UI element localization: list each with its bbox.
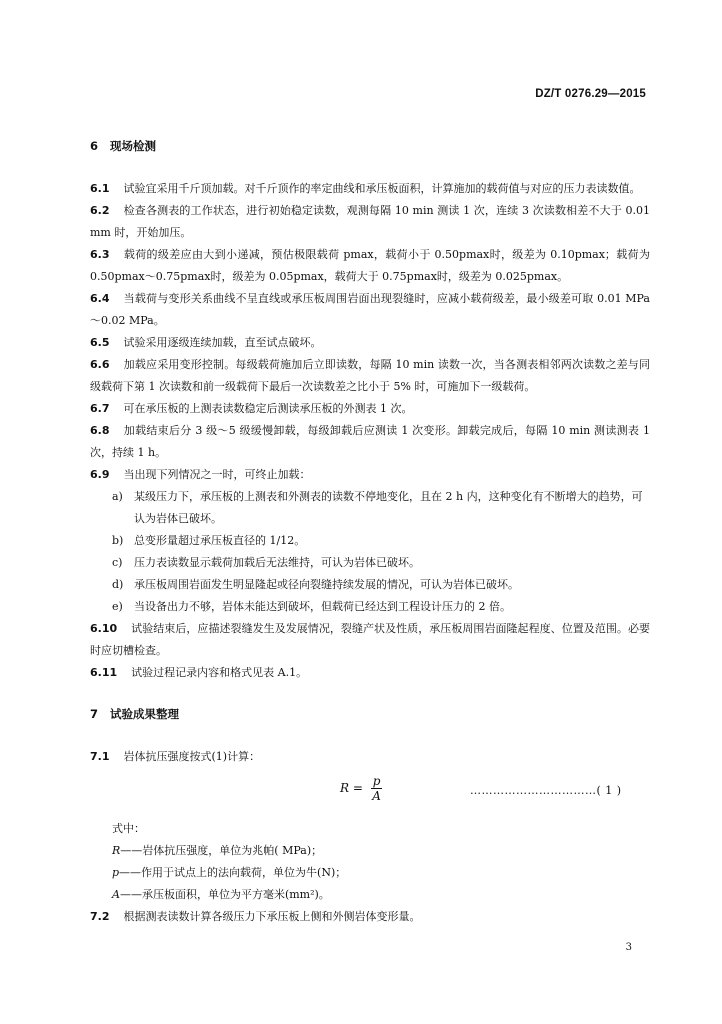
condition-item (90, 530, 650, 552)
where-item (90, 840, 650, 862)
clause-6-8 (90, 420, 650, 464)
condition-item (90, 552, 650, 574)
condition-mark: b) (112, 534, 124, 547)
clause-number: 6.10 (90, 622, 118, 635)
clause-6-5 (90, 332, 650, 354)
clause-6-9 (90, 464, 650, 486)
condition-mark: d) (112, 578, 124, 591)
clause-number: 6.7 (90, 402, 110, 415)
where-label: 式中： (112, 822, 145, 835)
document-body (90, 138, 650, 928)
clause-number: 6.3 (90, 248, 110, 261)
clause-text: 岩体抗压强度按式(1)计算： (123, 750, 261, 763)
formula-label: ( 1 ) (596, 784, 622, 797)
standard-code: DZ/T 0276.29—2015 (535, 88, 646, 100)
clause-6-3 (90, 244, 650, 288)
clause-7-2 (90, 906, 650, 928)
condition-item (90, 486, 650, 530)
clause-number: 6.4 (90, 292, 110, 305)
where-text: ——岩体抗压强度，单位为兆帕( MPa)； (120, 844, 323, 857)
clause-6-4 (90, 288, 650, 332)
formula-expression (340, 774, 382, 803)
clause-text: 根据测表读数计算各级压力下承压板上侧和外侧岩体变形量。 (123, 910, 421, 923)
formula-equals: = (352, 781, 363, 795)
clause-number: 6.6 (90, 358, 110, 371)
section-title: 现场检测 (110, 139, 156, 153)
clause-6-7 (90, 398, 650, 420)
condition-text: 压力表读数显示载荷加载后无法维持，可认为岩体已破坏。 (134, 556, 420, 569)
formula-number (470, 784, 622, 797)
clause-text: 当出现下列情况之一时，可终止加载： (123, 468, 311, 481)
formula-1 (90, 770, 650, 814)
clause-text: 试验过程记录内容和格式见表 A.1。 (131, 666, 308, 679)
clause-6-10 (90, 618, 650, 662)
clause-text: 试验结束后，应描述裂缝发生及发展情况，裂缝产状及性质，承压板周围岩面隆起程度、位置及范围。必要时应切槽检查。 (90, 622, 650, 657)
clause-number: 7.2 (90, 910, 110, 923)
clause-7-1 (90, 746, 650, 768)
clause-6-6 (90, 354, 650, 398)
where-item (90, 884, 650, 906)
clause-text: 可在承压板的上测表读数稳定后测读承压板的外测表 1 次。 (123, 402, 413, 415)
section-number: 7 (90, 707, 99, 721)
where-symbol: p (112, 866, 120, 879)
clause-text: 当载荷与变形关系曲线不呈直线或承压板周围岩面出现裂缝时，应减小载荷级差，最小级差可取 0.01 MPa～0.02 MPa。 (90, 292, 650, 327)
section-title: 试验成果整理 (110, 707, 179, 721)
formula-leader-dots: …………………………… (470, 784, 597, 797)
formula-fraction (371, 774, 383, 803)
clause-text: 载荷的级差应由大到小递减，预估极限载荷 pmax，载荷小于 0.50pmax时，级差为 0.10pmax；载荷为 0.50pmax～0.75pmax时，级差为 0.05pmax，载荷大于 0.75pmax时，级差为 0.025pmax。 (90, 248, 650, 283)
clause-number: 6.11 (90, 666, 118, 679)
clause-6-11 (90, 662, 650, 684)
condition-text: 总变形量超过承压板直径的 1/12。 (134, 534, 306, 547)
condition-mark: e) (112, 600, 123, 613)
page-number: 3 (625, 942, 632, 953)
condition-mark: c) (112, 556, 123, 569)
section-number: 6 (90, 139, 99, 153)
clause-text: 试验采用逐级连续加载，直至试点破坏。 (123, 336, 322, 349)
formula-lhs: R (340, 781, 350, 795)
condition-text: 当设备出力不够，岩体未能达到破坏，但载荷已经达到工程设计压力的 2 倍。 (134, 600, 511, 613)
condition-text: 某级压力下，承压板的上测表和外测表的读数不停地变化，且在 2 h 内，这种变化有不断增大的趋势，可认为岩体已破坏。 (134, 490, 643, 525)
clause-number: 6.8 (90, 424, 110, 437)
where-text: ——承压板面积，单位为平方毫米(mm²)。 (119, 888, 330, 901)
clause-number: 7.1 (90, 750, 110, 763)
clause-text: 加载应采用变形控制。每级载荷施加后立即读数，每隔 10 min 读数一次，当各测表相邻两次读数之差与同级载荷下第 1 次读数和前一级载荷下最后一次读数差之比小于 5% 时，可施加下一级载荷。 (90, 358, 650, 393)
clause-6-1 (90, 178, 650, 200)
clause-text: 检查各测表的工作状态，进行初始稳定读数，观测每隔 10 min 测读 1 次，连续 3 次读数相差不大于 0.01 mm 时，开始加压。 (90, 204, 650, 239)
section-7-heading (90, 706, 650, 722)
where-symbol: A (112, 888, 120, 901)
where-text: ——作用于试点上的法向载荷，单位为牛(N)； (119, 866, 347, 879)
condition-text: 承压板周围岩面发生明显隆起或径向裂缝持续发展的情况，可认为岩体已破坏。 (134, 578, 519, 591)
clause-number: 6.1 (90, 182, 110, 195)
condition-item (90, 574, 650, 596)
where-symbol: R (112, 844, 121, 857)
section-gap (90, 684, 650, 706)
clause-number: 6.9 (90, 468, 110, 481)
condition-item (90, 596, 650, 618)
where-item (90, 862, 650, 884)
clause-number: 6.5 (90, 336, 110, 349)
clause-6-2 (90, 200, 650, 244)
formula-denominator: A (372, 789, 381, 803)
condition-mark: a) (112, 490, 123, 503)
section-6-heading (90, 138, 650, 154)
clause-number: 6.2 (90, 204, 110, 217)
clause-text: 加载结束后分 3 级～5 级缓慢卸载，每级卸载后应测读 1 次变形。卸载完成后，每隔 10 min 测读测表 1 次，持续 1 h。 (90, 424, 650, 459)
formula-numerator: p (372, 774, 381, 788)
clause-text: 试验宜采用千斤顶加载。对千斤顶作的率定曲线和承压板面积，计算施加的载荷值与对应的压力表读数值。 (123, 182, 641, 195)
